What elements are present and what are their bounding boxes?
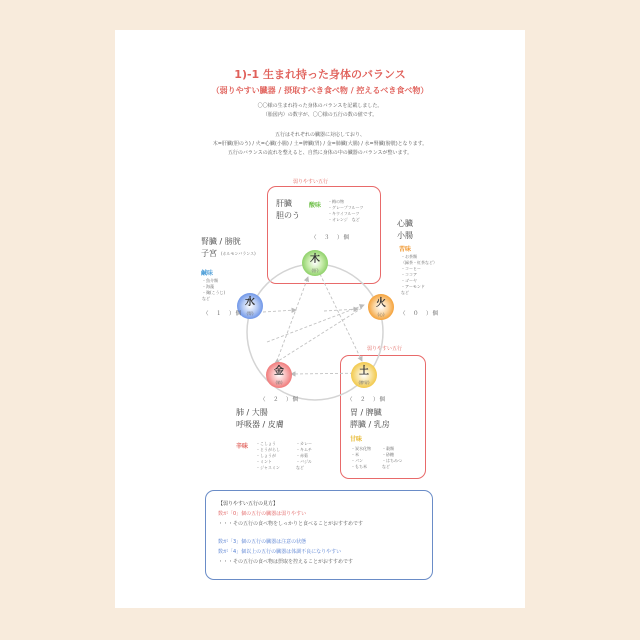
food-item: ・赤菊 [296, 453, 308, 458]
control-arrow [275, 308, 362, 363]
food-item: など [382, 464, 390, 469]
food-item: ・キムチ [296, 447, 312, 452]
fire-char: 火 [376, 298, 386, 309]
intro-line: 木=肝臓(胆のう) / 火=心臓(小腸) / 土=脾臓(胃) / 金=肺臓(大腸) / 水=腎臓(膀胱)となります。 [212, 141, 428, 147]
food-item: ・キウイフルーツ [328, 211, 360, 216]
food-item: ・しょうが [256, 453, 276, 458]
wood-sub: (肝) [311, 268, 319, 273]
food-item: ・グレープフルーツ [328, 205, 364, 210]
metal-sub: (肺) [275, 380, 283, 385]
metal-foods-col1 [256, 441, 280, 471]
food-item: ・穀類 [382, 446, 394, 451]
food-item: ・ゴーヤ [401, 278, 417, 283]
metal-flavor: 辛味 [236, 443, 249, 450]
fire-count: （ ０ ）個 [400, 311, 440, 317]
food-item: ・炭水化物 [351, 446, 371, 451]
earth-foods-col2 [382, 446, 402, 470]
food-item: ・ココア [401, 272, 417, 277]
organ-line: 子宮 [201, 249, 217, 258]
document-page [115, 30, 525, 608]
organ-line: 肝臓 [276, 199, 292, 208]
intro-line: 〇〇様の生まれ持った身体のバランスを記載しました。 [257, 103, 383, 109]
food-item: ・梅の物 [328, 199, 344, 204]
controlling-cycle-arrows [263, 274, 373, 374]
wood-foods [328, 199, 363, 223]
food-item: ・オレンジ など [328, 217, 360, 222]
metal-foods-col2 [296, 441, 312, 471]
earth-sub: (脾胃) [358, 380, 370, 385]
organ-line: 肺 / 大腸 [236, 408, 268, 417]
water-foods [202, 278, 225, 302]
organ-line: 小腸 [397, 231, 413, 240]
water-char: 水 [245, 297, 255, 308]
control-arrow [267, 305, 364, 342]
food-item: ・バジル [296, 459, 312, 464]
fire-sub: (心) [377, 312, 385, 317]
organ-line: 膵臓 / 乳房 [350, 420, 390, 429]
food-item: ・パン [351, 458, 363, 463]
control-arrow [320, 274, 362, 361]
earth-foods-col1 [351, 446, 371, 470]
food-item: ・もち米 [351, 464, 367, 469]
metal-organs [236, 407, 284, 431]
fire-foods [401, 254, 437, 296]
page-subtitle: （弱りやすい臓器 / 摂取すべき食べ物 / 控えるべき食べ物） [211, 86, 429, 95]
food-item: ・こしょう [256, 441, 276, 446]
food-item: など [296, 465, 304, 470]
weak-element-label-bottom: 弱りやすい五行 [367, 346, 403, 352]
metal-char: 金 [274, 366, 284, 377]
food-item: ・魚介類 [202, 278, 218, 283]
control-arrow [263, 310, 296, 312]
earth-organs [350, 407, 390, 431]
legend-box [205, 490, 433, 580]
food-item: ・米 [351, 452, 359, 457]
food-item: ・アーモンド [401, 284, 425, 289]
food-item: ・お茶類 [401, 254, 417, 259]
intro-line: （胎図内）の数字が、〇〇様の五行の数の値です。 [262, 112, 378, 118]
fire-organs [397, 218, 413, 242]
food-item: （緑茶・紅茶など） [401, 260, 437, 265]
food-item: ・はちみつ [382, 458, 402, 463]
intro-line: 五行はそれぞれの臓器に対応しており、 [274, 132, 365, 138]
organ-line: 胃 / 脾臓 [350, 408, 382, 417]
fire-flavor: 苦味 [399, 246, 412, 253]
organ-line: 胆のう [276, 211, 300, 220]
wood-organs [276, 198, 300, 222]
intro-line: 五行のバランスの流れを整えると、自然に身体の中の臓器のバランスが整います。 [227, 150, 413, 156]
food-item: ・海藻 [202, 284, 214, 289]
earth-char: 土 [359, 366, 369, 377]
metal-count: （ ２ ）個 [260, 397, 300, 403]
earth-flavor: 甘味 [350, 436, 363, 443]
organ-line: 心臓 [397, 219, 413, 228]
legend-rule-three: 数が「3」個の五行の臓器は注意の状態 [218, 539, 307, 545]
legend-note-four: ・・・その五行の食べ物は摂取を控えることがおすすめです [218, 559, 354, 565]
food-item: など [401, 290, 409, 295]
organ-line: 腎臓 / 膀胱 [201, 237, 241, 246]
wood-flavor: 酸味 [309, 202, 322, 209]
food-item: など [202, 296, 210, 301]
food-item: ・麹(こうじ) [202, 290, 226, 295]
food-item: ・コーヒー [401, 266, 421, 271]
wood-count: （ ３ ）個 [311, 235, 351, 241]
legend-title: 【弱りやすい五行の見方】 [218, 501, 279, 507]
food-item: ・砂糖 [382, 452, 394, 457]
water-organ-note: (ホルモンバランス) [221, 251, 256, 256]
page-title: 1)-1 生まれ持った身体のバランス [234, 68, 406, 81]
legend-rule-four: 数が「4」個以上の五行の臓器は体調不良になりやすい [218, 549, 342, 555]
wood-char: 木 [310, 254, 320, 265]
legend-rule-zero: 数が「0」個の五行の臓器は弱りやすい [218, 511, 307, 517]
food-item: ・とうがらし [256, 447, 280, 452]
water-flavor: 鹹味 [201, 270, 214, 277]
legend-note-zero: ・・・その五行の食べ物をしっかりと食べることがおすすめです [218, 521, 364, 527]
food-item: ・カレー [296, 441, 312, 446]
food-item: ・ジャスミン [256, 465, 280, 470]
water-count: （ １ ）個 [203, 311, 243, 317]
organ-line: 呼吸器 / 皮膚 [236, 420, 284, 429]
food-item: ・ミント [256, 459, 272, 464]
water-sub: (腎) [246, 311, 254, 316]
earth-count: （ ２ ）個 [347, 397, 387, 403]
weak-element-label-top: 弱りやすい五行 [293, 179, 329, 185]
control-arrow [275, 277, 308, 366]
